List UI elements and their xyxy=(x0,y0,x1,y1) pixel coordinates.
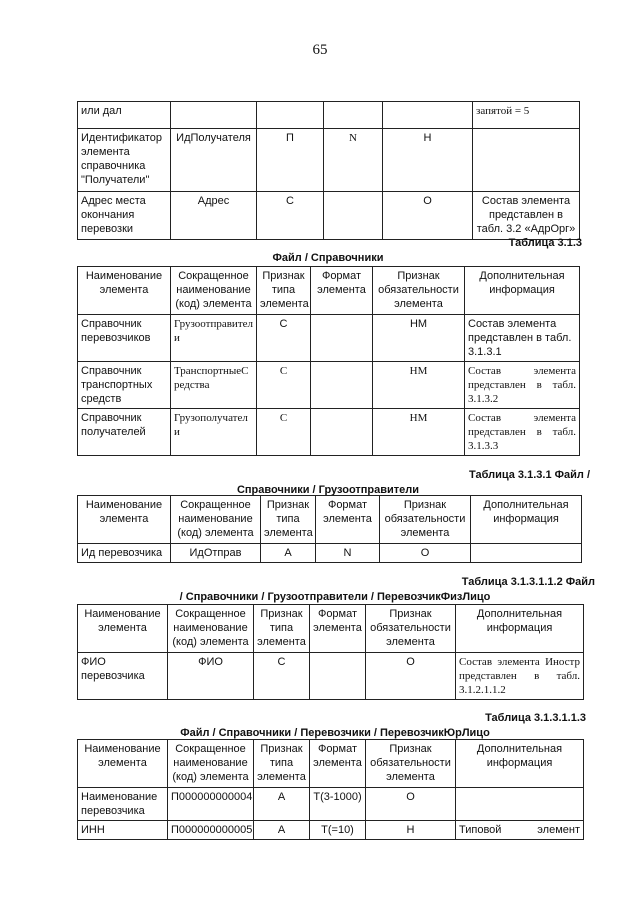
cell: Н xyxy=(366,821,456,840)
table-label: Таблица 3.1.3.1.1.2 Файл xyxy=(461,576,595,588)
cell: Состав элемента представлен в табл. 3.1.3.2 xyxy=(465,362,580,409)
table-row xyxy=(78,315,580,362)
table-header-row xyxy=(78,496,582,544)
column-header: Формат элемента xyxy=(311,267,373,315)
cell: Н xyxy=(383,129,473,192)
table-perevozchik-yurlico xyxy=(77,739,584,840)
cell: О xyxy=(383,192,473,240)
cell: Состав элемента представлен в табл. 3.2 «АдрОрг» xyxy=(473,192,580,240)
cell: Справочник перевозчиков xyxy=(78,315,171,362)
cell: П000000000005 xyxy=(168,821,254,840)
cell xyxy=(257,102,324,129)
table-label: Таблица 3.1.3.1 Файл / xyxy=(469,469,590,481)
cell xyxy=(311,315,373,362)
cell xyxy=(383,102,473,129)
cell: Т(=10) xyxy=(310,821,366,840)
column-header: Признак обязательности элемента xyxy=(366,605,456,653)
column-header: Сокращенное наименование (код) элемента xyxy=(168,740,254,788)
table-row xyxy=(78,129,580,192)
cell: Грузоотправители xyxy=(171,315,257,362)
cell: НМ xyxy=(373,315,465,362)
column-header: Дополнительная информация xyxy=(456,740,584,788)
column-header: Дополнительная информация xyxy=(471,496,582,544)
cell: ИдОтправ xyxy=(171,544,261,563)
table-title: Справочники / Грузоотправители xyxy=(236,484,420,496)
cell xyxy=(311,409,373,456)
cell: запятой = 5 xyxy=(473,102,580,129)
cell: Состав элемента Иностр представлен в табл. 3.1.2.1.1.2 xyxy=(456,653,584,700)
cell: С xyxy=(257,409,311,456)
column-header: Наименование элемента xyxy=(78,267,171,315)
cell: С xyxy=(257,362,311,409)
table-row xyxy=(78,653,584,700)
table-row xyxy=(78,362,580,409)
cell: Состав элемента представлен в табл. 3.1.3.1 xyxy=(465,315,580,362)
column-header: Наименование элемента xyxy=(78,496,171,544)
column-header: Формат элемента xyxy=(310,605,366,653)
table-spravochniki xyxy=(77,266,580,456)
cell: ФИО xyxy=(168,653,254,700)
column-header: Формат элемента xyxy=(316,496,380,544)
cell: ТранспортныеСредства xyxy=(171,362,257,409)
cell: НМ xyxy=(373,362,465,409)
cell: Адрес xyxy=(171,192,257,240)
column-header: Признак обязательности элемента xyxy=(373,267,465,315)
table-row xyxy=(78,102,580,129)
table-header-row xyxy=(78,267,580,315)
column-header: Признак обязательности элемента xyxy=(366,740,456,788)
column-header: Сокращенное наименование (код) элемента xyxy=(171,267,257,315)
column-header: Дополнительная информация xyxy=(465,267,580,315)
column-header: Дополнительная информация xyxy=(456,605,584,653)
table-row xyxy=(78,788,584,821)
table-title: Файл / Справочники xyxy=(272,252,384,264)
cell: Грузополучатели xyxy=(171,409,257,456)
cell xyxy=(324,192,383,240)
cell: ИдПолучателя xyxy=(171,129,257,192)
column-header: Сокращенное наименование (код) элемента xyxy=(171,496,261,544)
table-label: Таблица 3.1.3 xyxy=(508,237,582,249)
cell: или дал xyxy=(78,102,171,129)
table-header-row xyxy=(78,740,584,788)
table-title: Файл / Справочники / Перевозчики / ПеревозчикЮрЛицо xyxy=(180,727,490,739)
cell: С xyxy=(257,192,324,240)
cell: С xyxy=(257,315,311,362)
column-header: Признак типа элемента xyxy=(257,267,311,315)
column-header: Признак типа элемента xyxy=(261,496,316,544)
cell: О xyxy=(366,653,456,700)
cell: О xyxy=(380,544,471,563)
cell: N xyxy=(324,129,383,192)
column-header: Формат элемента xyxy=(310,740,366,788)
column-header: Наименование элемента xyxy=(78,605,168,653)
cell: Адрес места окончания перевозки xyxy=(78,192,171,240)
column-header: Сокращенное наименование (код) элемента xyxy=(168,605,254,653)
cell: П xyxy=(257,129,324,192)
cell xyxy=(311,362,373,409)
table-continuation xyxy=(77,101,580,240)
column-header: Признак типа элемента xyxy=(254,605,310,653)
table-label: Таблица 3.1.3.1.1.3 xyxy=(485,712,586,724)
cell: ФИО перевозчика xyxy=(78,653,168,700)
column-header: Признак обязательности элемента xyxy=(380,496,471,544)
cell: Наименование перевозчика xyxy=(78,788,168,821)
cell: А xyxy=(261,544,316,563)
cell: А xyxy=(254,821,310,840)
cell: О xyxy=(366,788,456,821)
cell: П000000000004 xyxy=(168,788,254,821)
table-title: / Справочники / Грузоотправители / ПеревозчикФизЛицо xyxy=(179,591,491,603)
page-number: 65 xyxy=(312,42,328,58)
cell xyxy=(324,102,383,129)
column-header: Наименование элемента xyxy=(78,740,168,788)
cell xyxy=(171,102,257,129)
cell xyxy=(471,544,582,563)
cell: Состав элемента представлен в табл. 3.1.3.3 xyxy=(465,409,580,456)
cell xyxy=(310,653,366,700)
table-row xyxy=(78,409,580,456)
table-row xyxy=(78,192,580,240)
cell: Ид перевозчика xyxy=(78,544,171,563)
table-header-row xyxy=(78,605,584,653)
cell: Т(3-1000) xyxy=(310,788,366,821)
cell: С xyxy=(254,653,310,700)
cell: НМ xyxy=(373,409,465,456)
cell: Справочник транспортных средств xyxy=(78,362,171,409)
cell: Справочник получателей xyxy=(78,409,171,456)
table-perevozchik-fizlico xyxy=(77,604,584,700)
cell: А xyxy=(254,788,310,821)
table-gruzootpraviteli xyxy=(77,495,582,563)
cell: N xyxy=(316,544,380,563)
cell: Типовой элемент xyxy=(456,821,584,840)
cell: Идентификатор элемента справочника "Получатели" xyxy=(78,129,171,192)
cell xyxy=(456,788,584,821)
cell xyxy=(473,129,580,192)
table-row xyxy=(78,821,584,840)
cell: ИНН xyxy=(78,821,168,840)
table-row xyxy=(78,544,582,563)
column-header: Признак типа элемента xyxy=(254,740,310,788)
